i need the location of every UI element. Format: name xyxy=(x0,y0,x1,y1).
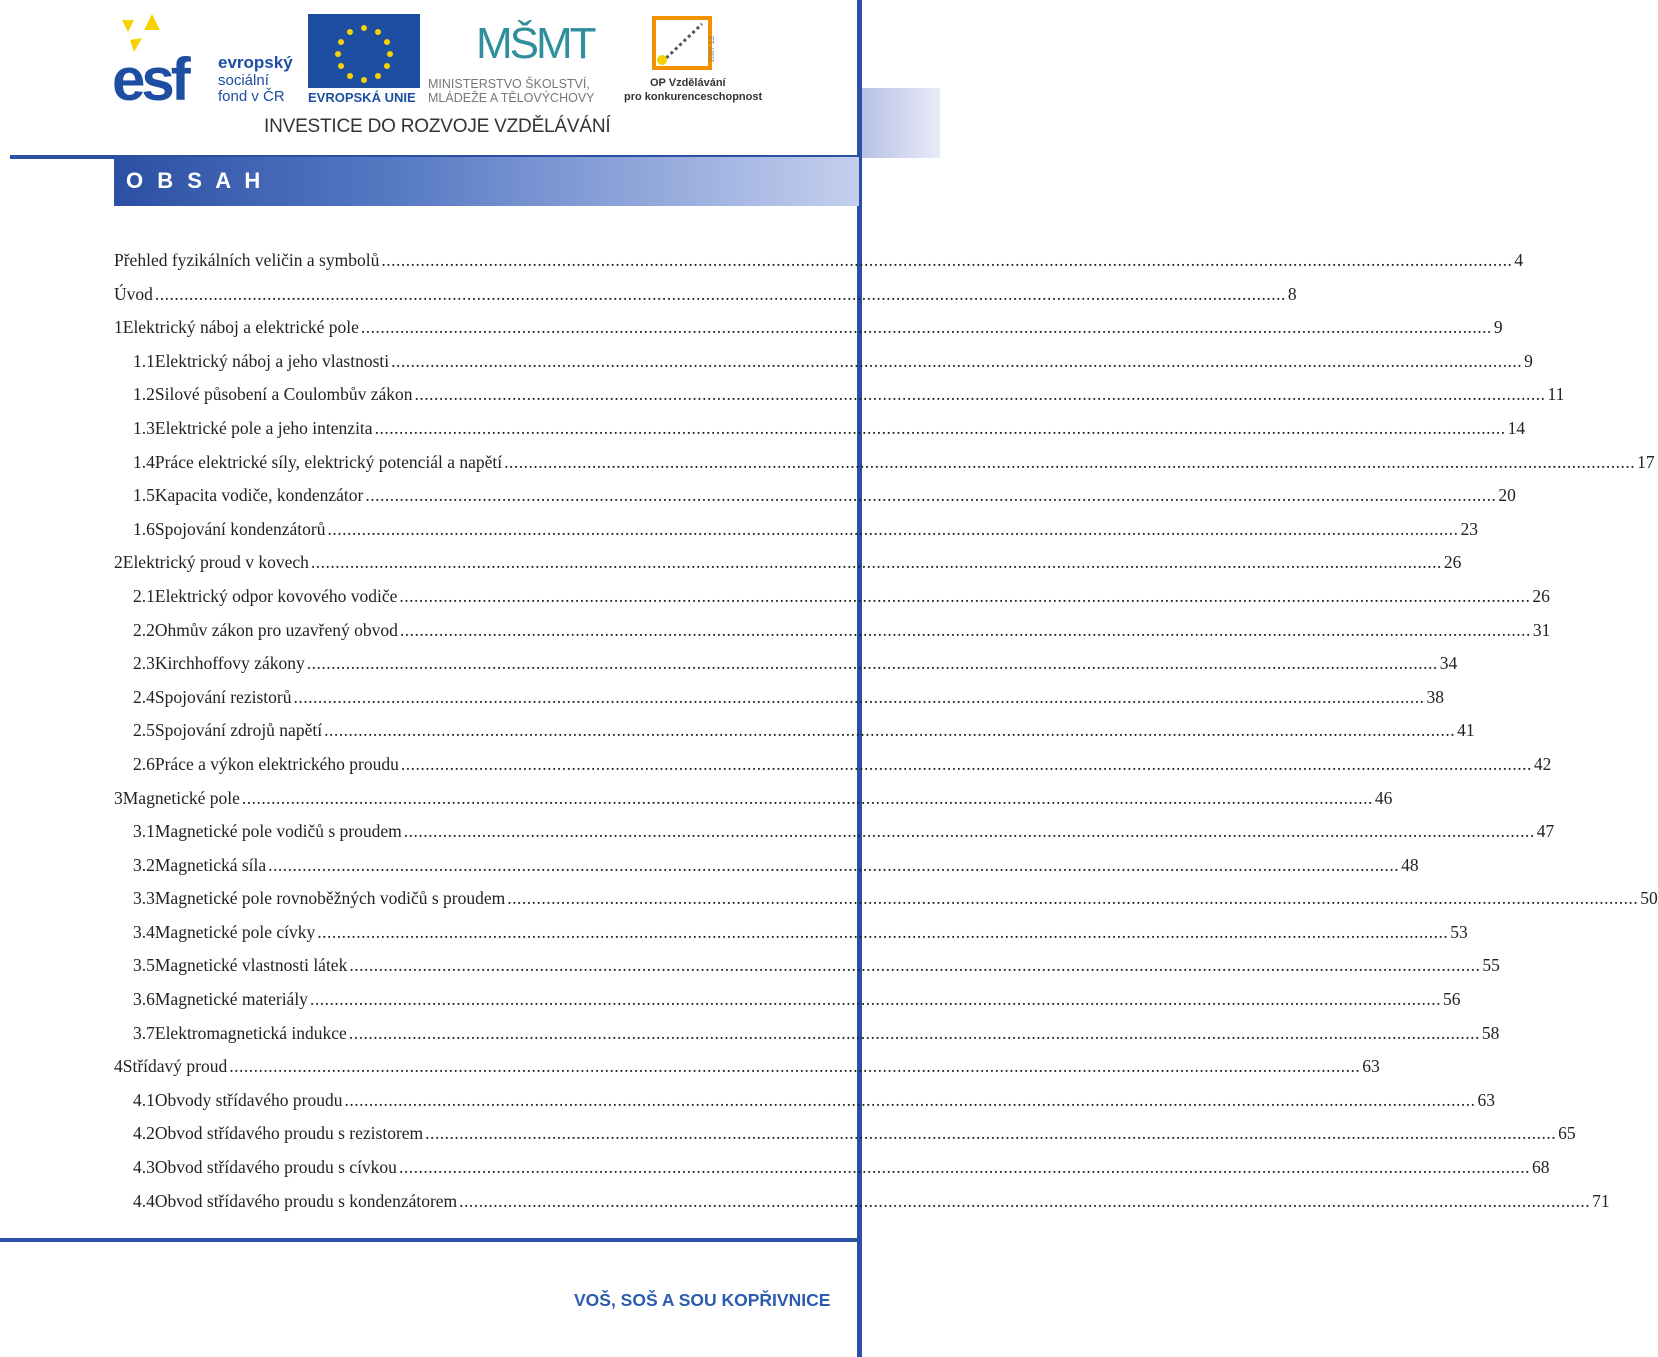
toc-entry-title: Silové působení a Coulombův zákon xyxy=(154,384,413,405)
toc-entry-page: 68 xyxy=(1531,1157,1550,1178)
toc-entry[interactable] xyxy=(114,317,1503,351)
toc-entry[interactable] xyxy=(114,753,1552,788)
corner-gradient-decoration xyxy=(862,88,940,158)
toc-entry-title: Úvod xyxy=(114,283,153,304)
toc-entry-title: Magnetické pole vodičů s proudem xyxy=(154,821,402,842)
toc-dot-leader xyxy=(242,788,1373,809)
svg-text:2007-13: 2007-13 xyxy=(709,36,716,62)
toc-entry-page: 11 xyxy=(1547,384,1565,405)
toc-entry[interactable] xyxy=(114,653,1458,687)
toc-dot-leader xyxy=(307,653,1438,674)
toc-entry-page: 58 xyxy=(1481,1022,1500,1043)
toc-dot-leader xyxy=(310,989,1441,1010)
svg-text:fond v ČR: fond v ČR xyxy=(218,88,285,105)
toc-entry[interactable] xyxy=(114,451,1655,486)
toc-entry-number: 3.6 xyxy=(133,989,155,1010)
toc-entry-page: 23 xyxy=(1460,518,1478,539)
toc-entry[interactable] xyxy=(114,720,1475,754)
toc-dot-leader xyxy=(293,687,1424,708)
toc-entry[interactable] xyxy=(114,384,1565,418)
toc-entry[interactable] xyxy=(114,619,1551,654)
toc-entry-page: 31 xyxy=(1532,619,1551,640)
toc-entry-page: 20 xyxy=(1498,485,1516,506)
op-vzdelavani-logo xyxy=(622,12,763,106)
toc-dot-leader xyxy=(459,1191,1590,1212)
toc-entry-page: 71 xyxy=(1592,1190,1610,1211)
toc-entry-title: Magnetické pole xyxy=(122,787,240,808)
toc-entry-title: Elektrický náboj a elektrické pole xyxy=(122,317,359,338)
svg-text:MLÁDEŽE A TĚLOVÝCHOVY: MLÁDEŽE A TĚLOVÝCHOVY xyxy=(428,91,595,105)
toc-entry-title: Obvody střídavého proudu xyxy=(154,1089,343,1110)
toc-entry-title: Kirchhoffovy zákony xyxy=(154,653,305,674)
toc-entry-page: 53 xyxy=(1450,921,1468,942)
toc-entry-title: Přehled fyzikálních veličin a symbolů xyxy=(114,250,380,270)
toc-entry-number: 1.5 xyxy=(133,485,155,506)
toc-entry-number: 4.2 xyxy=(133,1123,155,1144)
toc-dot-leader xyxy=(361,317,1492,338)
toc-entry[interactable] xyxy=(114,552,1462,586)
toc-entry[interactable] xyxy=(114,821,1555,855)
toc-dot-leader xyxy=(400,620,1531,641)
toc-entry[interactable] xyxy=(114,283,1297,318)
toc-dot-leader xyxy=(349,1023,1480,1044)
esf-logo xyxy=(112,12,302,113)
toc-entry-page: 56 xyxy=(1442,989,1461,1010)
toc-entry[interactable] xyxy=(114,1022,1500,1057)
toc-dot-leader xyxy=(401,754,1532,775)
msmt-logo xyxy=(428,10,618,106)
toc-entry-title: Magnetické pole cívky xyxy=(154,921,316,942)
toc-entry-title: Spojování zdrojů napětí xyxy=(154,720,323,741)
toc-entry[interactable] xyxy=(114,485,1516,519)
toc-entry-page: 26 xyxy=(1532,585,1550,606)
toc-entry-page: 34 xyxy=(1439,653,1458,674)
toc-entry-number: 2.4 xyxy=(133,686,155,707)
toc-entry-page: 50 xyxy=(1640,888,1658,909)
toc-dot-leader xyxy=(317,922,1448,943)
toc-entry-number: 1.4 xyxy=(133,451,155,472)
toc-entry[interactable] xyxy=(114,787,1393,822)
toc-entry[interactable] xyxy=(114,1056,1380,1090)
toc-entry-page: 42 xyxy=(1533,753,1552,774)
toc-entry-page: 4 xyxy=(1514,250,1524,270)
toc-entry-number: 3.5 xyxy=(133,955,155,976)
toc-entry[interactable] xyxy=(114,417,1526,452)
toc-entry[interactable] xyxy=(114,989,1461,1023)
toc-entry[interactable] xyxy=(114,1157,1550,1191)
toc-entry-title: Magnetická síla xyxy=(154,854,267,875)
toc-entry-title: Obvod střídavého proudu s kondenzátorem xyxy=(154,1190,458,1211)
svg-text:sociální: sociální xyxy=(218,72,269,89)
toc-entry-page: 14 xyxy=(1507,417,1526,438)
toc-entry-page: 55 xyxy=(1482,955,1500,976)
svg-text:EVROPSKÁ UNIE: EVROPSKÁ UNIE xyxy=(308,90,416,105)
toc-entry-title: Práce a výkon elektrického proudu xyxy=(154,753,399,774)
footer-school-name: VOŠ, SOŠ A SOU KOPŘIVNICE xyxy=(574,1290,831,1310)
toc-entry-number: 1.1 xyxy=(133,350,155,371)
toc-entry-number: 4.4 xyxy=(133,1190,155,1211)
toc-entry-number: 3.1 xyxy=(133,821,155,842)
toc-dot-leader xyxy=(504,452,1635,473)
toc-dot-leader xyxy=(365,485,1496,506)
toc-entry-title: Obvod střídavého proudu s rezistorem xyxy=(154,1123,424,1144)
footer-rule xyxy=(0,1238,860,1242)
toc-entry-page: 38 xyxy=(1426,686,1444,707)
toc-entry[interactable] xyxy=(114,888,1658,922)
table-of-contents xyxy=(114,250,1658,1224)
svg-text:MŠMT: MŠMT xyxy=(476,19,594,68)
toc-entry-number: 1.6 xyxy=(133,518,155,539)
toc-entry-title: Elektrický odpor kovového vodiče xyxy=(154,585,398,606)
toc-entry-number: 3.2 xyxy=(133,854,155,875)
toc-dot-leader xyxy=(345,1090,1476,1111)
toc-entry-number: 2 xyxy=(114,552,123,573)
toc-entry-title: Spojování kondenzátorů xyxy=(154,518,326,539)
toc-entry-page: 47 xyxy=(1536,821,1555,842)
toc-entry-title: Spojování rezistorů xyxy=(154,686,292,707)
eu-flag-logo xyxy=(308,14,420,104)
toc-entry[interactable] xyxy=(114,1190,1610,1225)
toc-entry-page: 8 xyxy=(1287,283,1297,304)
toc-dot-leader xyxy=(399,1157,1530,1178)
toc-entry[interactable] xyxy=(114,1089,1495,1124)
svg-text:evropský: evropský xyxy=(218,53,293,72)
toc-dot-leader xyxy=(327,519,1458,540)
toc-dot-leader xyxy=(399,586,1530,607)
toc-entry[interactable] xyxy=(114,585,1550,620)
toc-dot-leader xyxy=(324,720,1455,741)
section-heading-bar xyxy=(114,157,859,206)
toc-entry-title: Střídavý proud xyxy=(122,1056,228,1077)
toc-entry-title: Kapacita vodiče, kondenzátor xyxy=(154,485,364,506)
toc-entry-number: 4.1 xyxy=(133,1089,155,1110)
toc-entry-page: 48 xyxy=(1401,854,1419,875)
toc-entry-number: 1 xyxy=(114,317,123,338)
svg-text:OP Vzdělávání: OP Vzdělávání xyxy=(650,77,726,89)
toc-entry-page: 46 xyxy=(1374,787,1393,808)
toc-dot-leader xyxy=(155,284,1286,305)
toc-entry-title: Ohmův zákon pro uzavřený obvod xyxy=(154,619,398,640)
toc-entry-title: Elektrické pole a jeho intenzita xyxy=(154,417,373,438)
toc-dot-leader xyxy=(311,552,1442,573)
toc-entry-title: Magnetické vlastnosti látek xyxy=(154,955,348,976)
toc-entry[interactable] xyxy=(114,1123,1576,1157)
svg-text:esf: esf xyxy=(112,46,187,113)
toc-dot-leader xyxy=(349,955,1480,976)
toc-entry[interactable] xyxy=(114,350,1533,385)
toc-entry-title: Elektrický proud v kovech xyxy=(122,552,309,573)
toc-entry[interactable] xyxy=(114,250,1524,284)
toc-dot-leader xyxy=(425,1123,1556,1144)
toc-entry-number: 2.2 xyxy=(133,619,155,640)
tagline: INVESTICE DO ROZVOJE VZDĚLÁVÁNÍ xyxy=(264,116,611,137)
toc-dot-leader xyxy=(391,351,1522,372)
toc-entry[interactable] xyxy=(114,955,1500,989)
toc-entry-number: 1.3 xyxy=(133,417,155,438)
toc-dot-leader xyxy=(229,1056,1360,1077)
toc-entry-number: 2.3 xyxy=(133,653,155,674)
toc-entry-number: 2.1 xyxy=(133,585,155,606)
toc-entry[interactable] xyxy=(114,854,1419,889)
toc-dot-leader xyxy=(381,250,1512,271)
toc-entry-page: 65 xyxy=(1558,1123,1576,1144)
toc-entry-number: 2.5 xyxy=(133,720,155,741)
toc-entry-page: 63 xyxy=(1362,1056,1380,1077)
toc-dot-leader xyxy=(268,855,1399,876)
toc-entry-number: 4 xyxy=(114,1056,123,1077)
svg-text:pro konkurenceschopnost: pro konkurenceschopnost xyxy=(624,91,763,103)
toc-dot-leader xyxy=(404,821,1535,842)
toc-entry-page: 41 xyxy=(1457,720,1475,741)
toc-entry-number: 3.3 xyxy=(133,888,155,909)
toc-entry-number: 2.6 xyxy=(133,753,155,774)
toc-entry-title: Magnetické materiály xyxy=(154,989,308,1010)
toc-dot-leader xyxy=(507,888,1638,909)
toc-entry-number: 3.7 xyxy=(133,1022,155,1043)
toc-entry-number: 1.2 xyxy=(133,384,155,405)
toc-entry-title: Práce elektrické síly, elektrický potenciál a napětí xyxy=(154,451,503,472)
toc-entry-title: Magnetické pole rovnoběžných vodičů s proudem xyxy=(154,888,506,909)
svg-text:MINISTERSTVO ŠKOLSTVÍ,: MINISTERSTVO ŠKOLSTVÍ, xyxy=(428,77,590,91)
toc-entry-number: 3.4 xyxy=(133,921,155,942)
toc-entry-number: 3 xyxy=(114,787,123,808)
toc-entry-title: Obvod střídavého proudu s cívkou xyxy=(154,1157,397,1178)
section-heading: O B S A H xyxy=(126,168,265,193)
toc-entry-title: Elektromagnetická indukce xyxy=(154,1022,347,1043)
toc-entry-page: 9 xyxy=(1493,317,1503,338)
toc-dot-leader xyxy=(375,418,1506,439)
toc-entry-page: 26 xyxy=(1443,552,1462,573)
toc-entry[interactable] xyxy=(114,686,1444,721)
toc-entry-page: 9 xyxy=(1524,350,1533,371)
toc-dot-leader xyxy=(415,384,1546,405)
toc-entry-page: 63 xyxy=(1477,1089,1495,1110)
toc-entry-number: 4.3 xyxy=(133,1157,155,1178)
toc-entry[interactable] xyxy=(114,518,1478,553)
toc-entry-page: 17 xyxy=(1637,451,1655,472)
toc-entry-title: Elektrický náboj a jeho vlastnosti xyxy=(154,350,390,371)
toc-entry[interactable] xyxy=(114,921,1468,956)
